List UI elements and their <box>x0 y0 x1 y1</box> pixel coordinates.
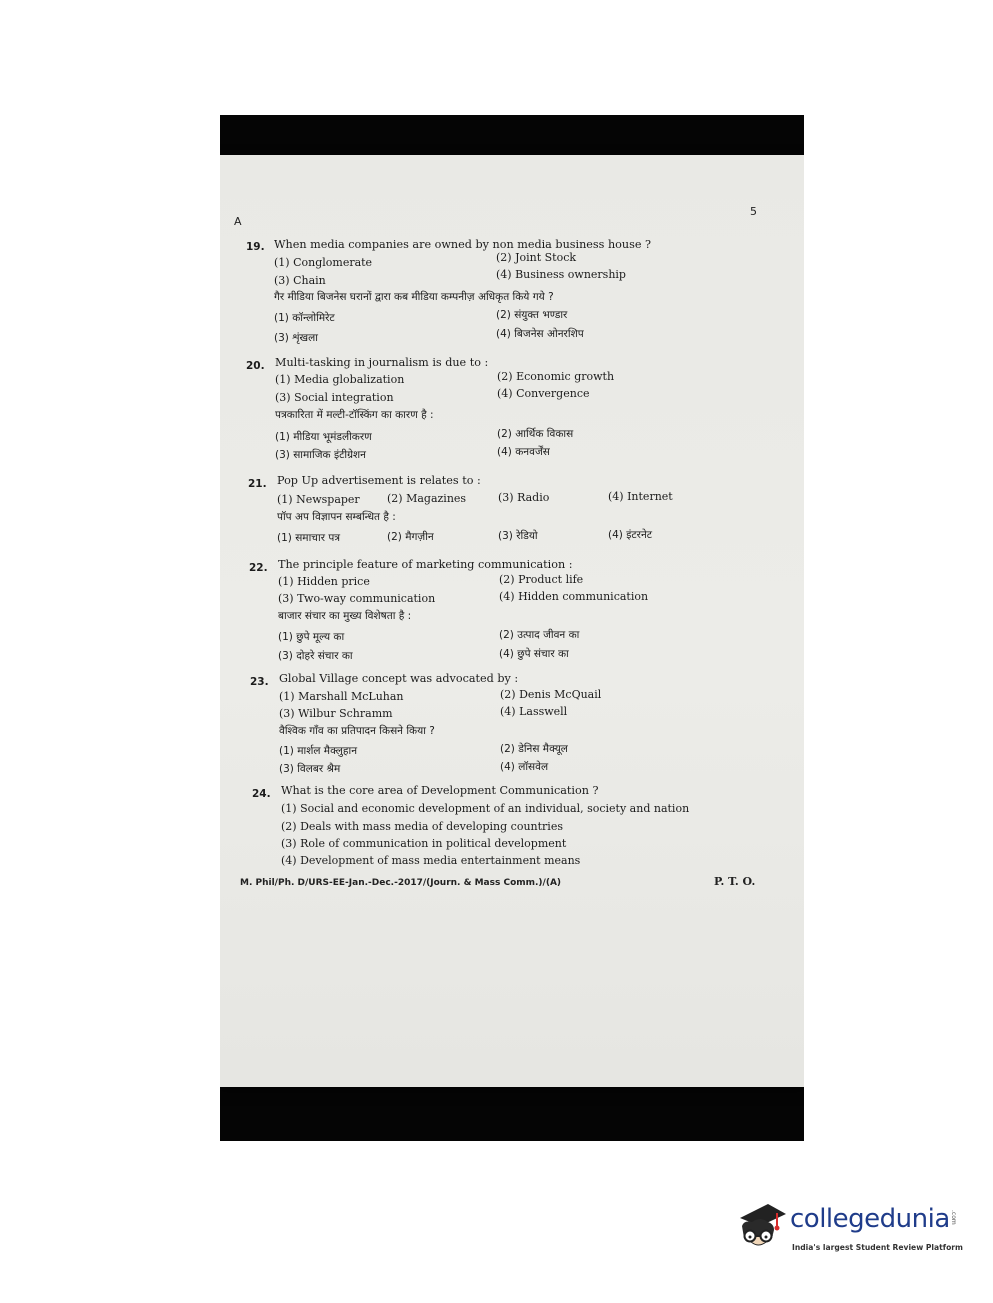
logo-wordmark: collegedunia <box>790 1204 950 1234</box>
question-number: 22. <box>249 562 268 574</box>
hindi-option-1: (1) मीडिया भूमंडलीकरण <box>275 431 372 443</box>
option-1: (1) Marshall McLuhan <box>279 690 404 703</box>
student-mascot-icon <box>734 1196 790 1258</box>
option-2: (2) Economic growth <box>497 370 615 383</box>
hindi-option-3: (3) शृंखला <box>274 332 318 344</box>
scanned-photo <box>220 115 804 1141</box>
hindi-option-2: (2) मैगज़ीन <box>387 531 434 543</box>
hindi-option-2: (2) डेनिस मैक्यूल <box>500 743 568 755</box>
question-number: 21. <box>248 478 267 490</box>
hindi-option-1: (1) कॉन्लोमिरेट <box>274 312 335 324</box>
pto-label: P. T. O. <box>714 875 756 888</box>
option-1: (1) Media globalization <box>275 373 405 386</box>
question-text-hindi: गैर मीडिया बिजनेस घरानों द्वारा कब मीडिया कम्पनीज़ अधिकृत किये गये ? <box>274 291 554 303</box>
hindi-option-1: (1) समाचार पत्र <box>277 532 341 544</box>
hindi-option-2: (2) उत्पाद जीवन का <box>499 629 580 641</box>
option-4: (4) Development of mass media entertainment means <box>281 854 581 867</box>
option-1: (1) Hidden price <box>278 575 370 588</box>
option-4: (4) Business ownership <box>496 268 626 281</box>
hindi-option-2: (2) संयुक्त भण्डार <box>496 309 568 321</box>
question-text-hindi: पत्रकारिता में मल्टी-टॉस्किंग का कारण है : <box>275 409 434 421</box>
hindi-option-2: (2) आर्थिक विकास <box>497 428 574 440</box>
option-1: (1) Newspaper <box>277 493 360 506</box>
hindi-option-3: (3) रेडियो <box>498 530 538 542</box>
option-1: (1) Conglomerate <box>274 256 373 269</box>
hindi-option-4: (4) बिजनेस ओनरशिप <box>496 328 584 340</box>
paper-set-label: A <box>234 215 242 228</box>
option-3: (3) Radio <box>498 491 550 504</box>
option-2: (2) Product life <box>499 573 584 586</box>
option-2: (2) Magazines <box>387 492 467 505</box>
question-text-hindi: बाजार संचार का मुख्य विशेषता है : <box>278 610 412 622</box>
exam-paper-sheet <box>220 155 804 1087</box>
collegedunia-logo[interactable] <box>734 1196 964 1264</box>
hindi-option-4: (4) लॉसवेल <box>500 761 549 773</box>
option-4: (4) Convergence <box>497 387 590 400</box>
question-text: What is the core area of Development Communication ? <box>281 784 599 797</box>
question-number: 19. <box>246 241 265 253</box>
option-3: (3) Wilbur Schramm <box>279 707 393 720</box>
option-4: (4) Internet <box>608 490 673 503</box>
question-text: Global Village concept was advocated by : <box>279 672 519 685</box>
logo-domain-suffix: .com <box>950 1210 957 1225</box>
option-3: (3) Two-way communication <box>278 592 436 605</box>
hindi-option-4: (4) छुपे संचार का <box>499 648 569 660</box>
hindi-option-3: (3) दोहरे संचार का <box>278 650 353 662</box>
question-text: Pop Up advertisement is relates to : <box>277 474 481 487</box>
page-number: 5 <box>750 205 757 218</box>
hindi-option-4: (4) इंटरनेट <box>608 529 653 541</box>
option-4: (4) Lasswell <box>500 705 568 718</box>
question-text: Multi-tasking in journalism is due to : <box>275 356 489 369</box>
paper-code-footer: M. Phil/Ph. D/URS-EE-Jan.-Dec.-2017/(Journ. & Mass Comm.)/(A) <box>240 878 562 888</box>
option-3: (3) Chain <box>274 274 326 287</box>
option-3: (3) Social integration <box>275 391 394 404</box>
option-2: (2) Joint Stock <box>496 251 577 264</box>
option-2: (2) Deals with mass media of developing countries <box>281 820 563 833</box>
hindi-option-1: (1) मार्शल मैक्लुहान <box>279 745 358 757</box>
question-text: When media companies are owned by non media business house ? <box>274 238 652 251</box>
hindi-option-3: (3) सामाजिक इंटीग्रेशन <box>275 449 366 461</box>
question-text: The principle feature of marketing communication : <box>278 558 573 571</box>
hindi-option-3: (3) विलबर श्रैम <box>279 763 341 775</box>
logo-tagline: India's largest Student Review Platform <box>792 1243 963 1252</box>
question-number: 20. <box>246 360 265 372</box>
hindi-option-1: (1) छुपे मूल्य का <box>278 631 345 643</box>
question-number: 23. <box>250 676 269 688</box>
option-2: (2) Denis McQuail <box>500 688 602 701</box>
question-text-hindi: पॉप अप विज्ञापन सम्बन्धित है : <box>277 511 396 523</box>
option-1: (1) Social and economic development of an individual, society and nation <box>281 802 690 815</box>
question-text-hindi: वैश्विक गाँव का प्रतिपादन किसने किया ? <box>279 725 435 737</box>
option-4: (4) Hidden communication <box>499 590 649 603</box>
question-number: 24. <box>252 788 271 800</box>
option-3: (3) Role of communication in political development <box>281 837 567 850</box>
hindi-option-4: (4) कनवर्जेंस <box>497 446 550 458</box>
